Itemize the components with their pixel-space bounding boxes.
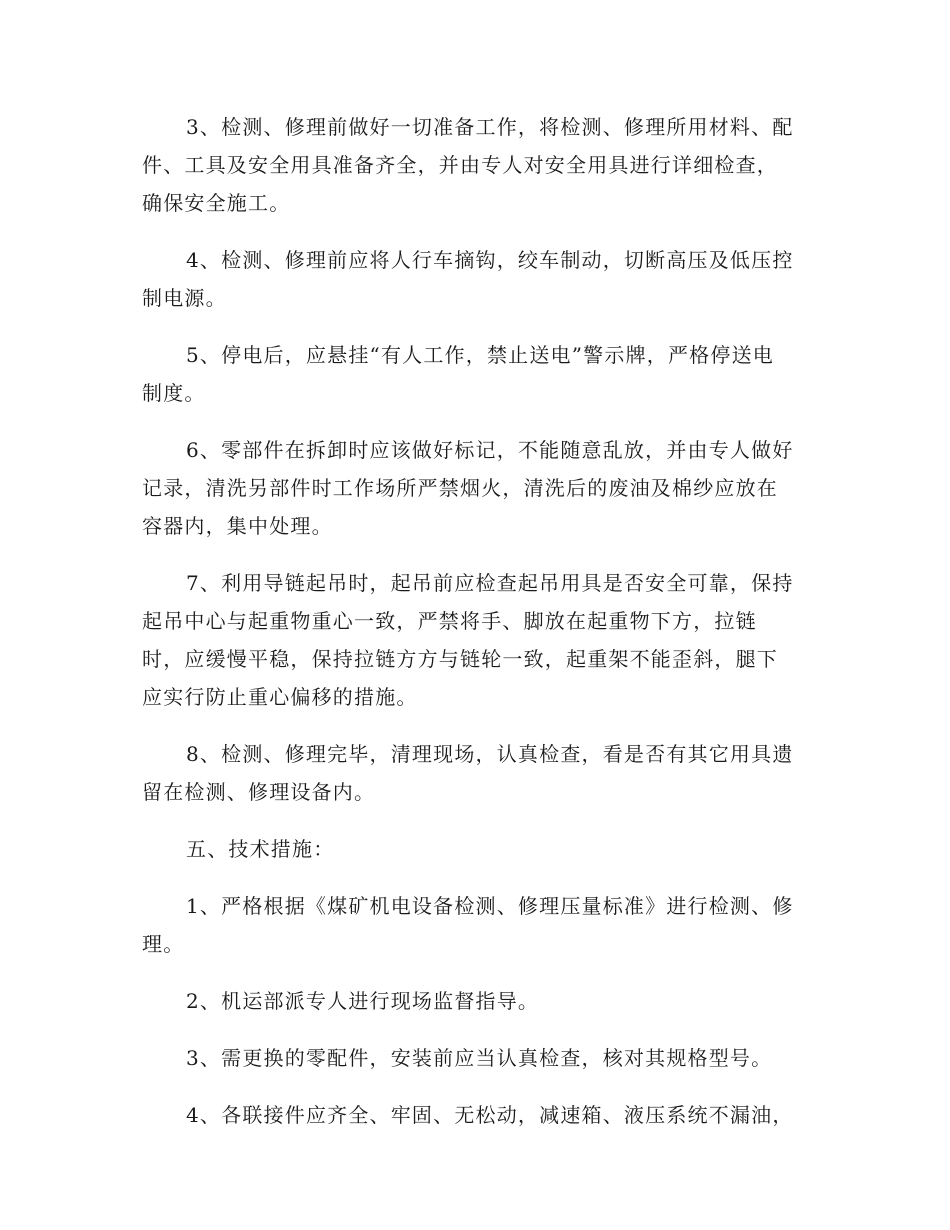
paragraph-safety-3 xyxy=(142,108,808,222)
section-heading-technical-measures xyxy=(142,830,808,868)
text-line: 1、严格根据《煤矿机电设备检测、修理压量标准》进行检测、修 xyxy=(186,894,794,918)
text-line: 理。 xyxy=(142,932,185,956)
paragraph-technical-3 xyxy=(142,1039,808,1077)
paragraph-safety-8 xyxy=(142,735,808,811)
text-line: 6、零部件在拆卸时应该做好标记，不能随意乱放，并由专人做好 xyxy=(186,438,794,462)
paragraph-safety-6 xyxy=(142,431,808,545)
text-line: 5、停电后，应悬挂“有人工作，禁止送电”警示牌，严格停送电 xyxy=(186,343,774,367)
text-line: 记录，清洗另部件时工作场所严禁烟火，清洗后的废油及棉纱应放在 xyxy=(142,476,778,500)
paragraph-technical-2 xyxy=(142,982,808,1020)
text-line: 起吊中心与起重物重心一致，严禁将手、脚放在起重物下方，拉链 xyxy=(142,609,757,633)
text-line: 2、机运部派专人进行现场监督指导。 xyxy=(186,989,540,1013)
text-line: 制度。 xyxy=(142,381,206,405)
text-line: 3、检测、修理前做好一切准备工作，将检测、修理所用材料、配 xyxy=(186,115,794,139)
text-line: 应实行防止重心偏移的措施。 xyxy=(142,685,418,709)
document-page xyxy=(142,108,808,1153)
text-line: 容器内，集中处理。 xyxy=(142,514,333,538)
text-line: 时，应缓慢平稳，保持拉链方方与链轮一致，起重架不能歪斜，腿下 xyxy=(142,647,778,671)
text-line: 7、利用导链起吊时，起吊前应检查起吊用具是否安全可靠，保持 xyxy=(186,571,794,595)
paragraph-technical-1 xyxy=(142,887,808,963)
paragraph-technical-4 xyxy=(142,1096,808,1134)
text-line: 确保安全施工。 xyxy=(142,191,291,215)
text-line: 4、各联接件应齐全、牢固、无松动，减速箱、液压系统不漏油， xyxy=(186,1103,794,1127)
text-line: 3、需更换的零配件，安装前应当认真检查，核对其规格型号。 xyxy=(186,1046,773,1070)
text-line: 4、检测、修理前应将人行车摘钩，绞车制动，切断高压及低压控 xyxy=(186,248,794,272)
text-line: 8、检测、修理完毕，清理现场，认真检查，看是否有其它用具遗 xyxy=(186,742,794,766)
paragraph-safety-4 xyxy=(142,241,808,317)
paragraph-safety-5 xyxy=(142,336,808,412)
text-line: 留在检测、修理设备内。 xyxy=(142,780,376,804)
section-title: 五、技术措施： xyxy=(186,837,335,861)
paragraph-safety-7 xyxy=(142,564,808,716)
text-line: 件、工具及安全用具准备齐全，并由专人对安全用具进行详细检查， xyxy=(142,153,778,177)
text-line: 制电源。 xyxy=(142,286,227,310)
